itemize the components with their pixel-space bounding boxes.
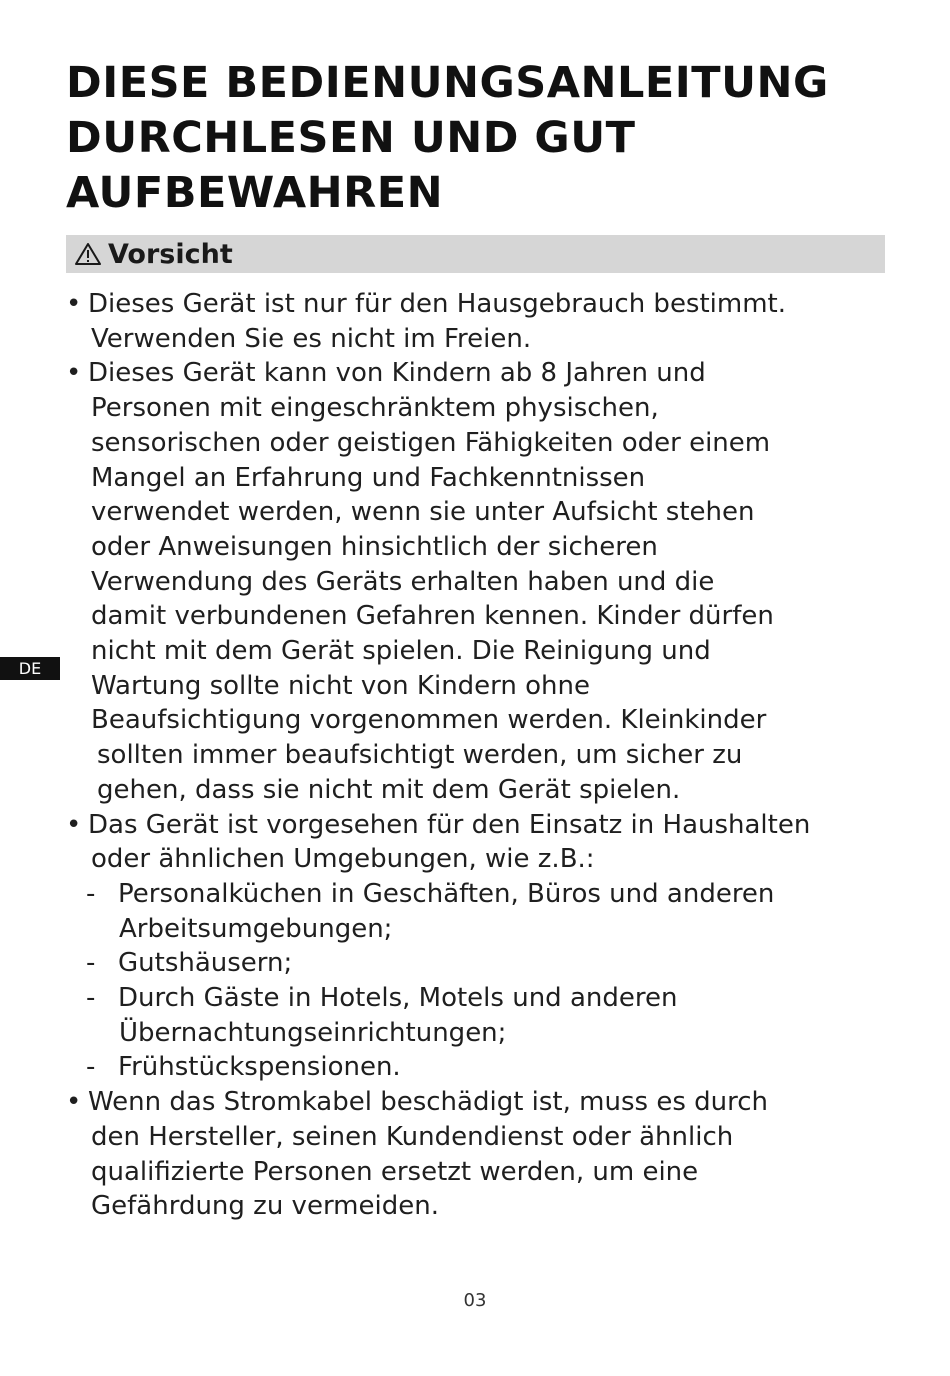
- dash-marker: -: [86, 878, 96, 909]
- list-item: • Wenn das Stromkabel beschädigt ist, muss es durch: [66, 1085, 896, 1120]
- list-item-continuation: Verwenden Sie es nicht im Freien.: [91, 323, 532, 354]
- sub-list-item: - Gutshäusern;: [66, 946, 896, 981]
- list-item-continuation: verwendet werden, wenn sie unter Aufsicht stehen: [91, 497, 755, 528]
- list-item-continuation: nicht mit dem Gerät spielen. Die Reinigung und: [91, 636, 711, 667]
- list-item-continuation: qualifizierte Personen ersetzt werden, um eine: [91, 1156, 699, 1187]
- dash-marker: -: [86, 948, 96, 979]
- list-item-continuation: Verwendung des Geräts erhalten haben und die: [91, 566, 715, 597]
- list-item-continuation: sollten immer beaufsichtigt werden, um sicher zu: [97, 740, 743, 771]
- list-item: • Das Gerät ist vorgesehen für den Einsatz in Haushalten: [66, 808, 896, 843]
- dash-marker: -: [86, 983, 96, 1014]
- safety-instructions-list: [66, 287, 896, 1224]
- bullet-dot-icon: •: [66, 809, 82, 840]
- sub-list-item-continuation: Arbeitsumgebungen;: [119, 913, 393, 944]
- bullet-dot-icon: •: [66, 289, 82, 319]
- bullet-dot-icon: •: [66, 358, 82, 389]
- list-item-continuation: gehen, dass sie nicht mit dem Gerät spielen.: [97, 774, 681, 805]
- list-item-continuation: oder Anweisungen hinsichtlich der sicheren: [91, 531, 658, 562]
- warning-triangle-icon: [74, 242, 102, 266]
- list-item: • Dieses Gerät ist nur für den Hausgebrauch bestimmt.: [66, 287, 896, 322]
- list-item-continuation: oder ähnlichen Umgebungen, wie z.B.:: [91, 844, 595, 875]
- dash-marker: -: [86, 1052, 96, 1083]
- list-item-continuation: den Hersteller, seinen Kundendienst oder ähnlich: [91, 1121, 734, 1152]
- list-item-continuation: Gefährdung zu vermeiden.: [91, 1191, 439, 1222]
- bullet-dot-icon: •: [66, 1087, 82, 1118]
- caution-label: Vorsicht: [108, 238, 233, 270]
- list-item-continuation: Personen mit eingeschränktem physischen,: [91, 393, 659, 424]
- page-title: [66, 56, 896, 221]
- list-item-continuation: Mangel an Erfahrung und Fachkenntnissen: [91, 462, 646, 493]
- list-item-continuation: sensorischen oder geistigen Fähigkeiten oder einem: [91, 427, 771, 458]
- list-item-continuation: Wartung sollte nicht von Kindern ohne: [91, 670, 591, 701]
- language-tab: DE: [0, 657, 60, 680]
- sub-list-item: - Personalküchen in Geschäften, Büros und anderen: [66, 877, 896, 912]
- sub-list-item-continuation: Übernachtungseinrichtungen;: [119, 1017, 507, 1048]
- page-number: 03: [463, 1290, 487, 1311]
- list-item-continuation: Beaufsichtigung vorgenommen werden. Kleinkinder: [91, 705, 767, 736]
- list-item: • Dieses Gerät kann von Kindern ab 8 Jahren und: [66, 356, 896, 391]
- caution-header-bar: [66, 235, 885, 273]
- list-item-continuation: damit verbundenen Gefahren kennen. Kinder dürfen: [91, 601, 774, 632]
- sub-list-item: - Durch Gäste in Hotels, Motels und anderen: [66, 981, 896, 1016]
- title-line: AUFBEWAHREN: [66, 168, 444, 218]
- sub-list-item: - Frühstückspensionen.: [66, 1050, 896, 1085]
- title-line: DURCHLESEN UND GUT: [66, 113, 636, 163]
- title-line: DIESE BEDIENUNGSANLEITUNG: [66, 58, 829, 108]
